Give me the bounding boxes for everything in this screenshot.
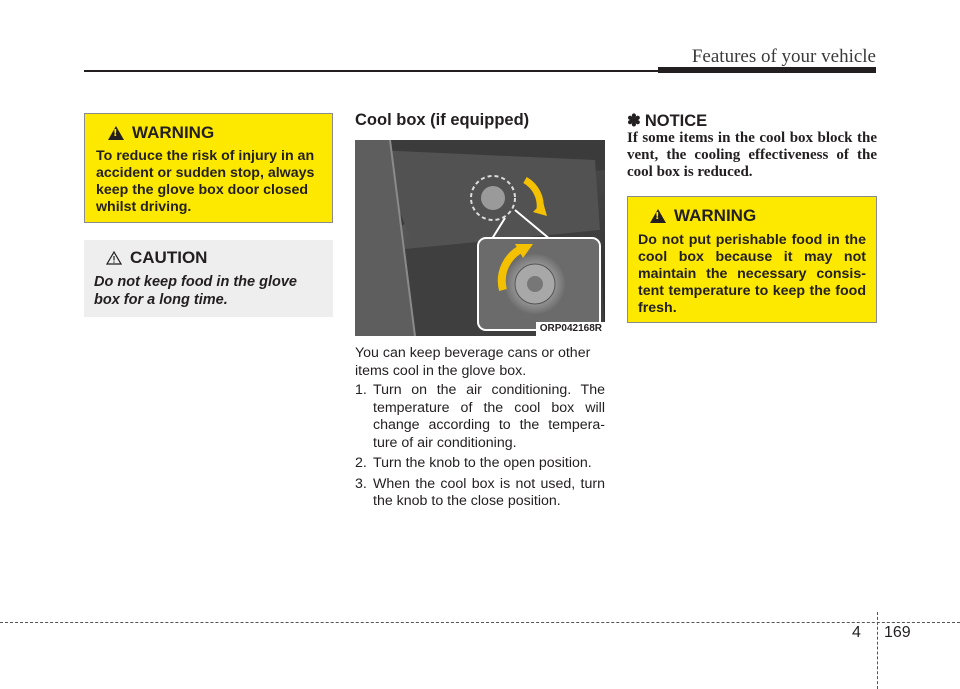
warning-title: WARNING [674, 206, 757, 225]
footer-rule [0, 622, 960, 623]
warning-triangle-icon [108, 126, 124, 140]
page-number: 169 [884, 624, 911, 641]
notice-asterisk-icon: ✽ [627, 112, 641, 130]
caution-text: Do not keep food in the glove box for a long time. [94, 274, 297, 308]
image-code: ORP042168R [536, 322, 605, 336]
intro-text: You can keep beverage cans or other items cool in the glove box. [355, 345, 591, 379]
footer-divider [877, 612, 878, 689]
warning-text: Do not put perishable food in the cool box because it may not maintain the necessary consis-tent temperature to keep the food fresh. [638, 232, 866, 316]
steps-list [355, 382, 605, 511]
section-title: Cool box (if equipped) [355, 111, 530, 129]
caution-title: CAUTION [130, 248, 208, 267]
warning-title: WARNING [132, 123, 215, 142]
notice-text: If some items in the cool box block the vent, the cooling effectiveness of the cool box is reduced. [627, 130, 877, 180]
header-rule [84, 70, 658, 72]
notice-title: ✽ NOTICE [627, 111, 708, 130]
list-item: 3. When the cool box is not used, turn the knob to the close position. [355, 475, 605, 509]
list-item: 1. Turn on the air conditioning. The temperature of the cool box will change according to the tempera-ture of air conditioning. [355, 382, 605, 451]
warning-triangle-icon [650, 209, 666, 223]
caution-box [84, 240, 333, 317]
warning-text: To reduce the risk of injury in an accident or sudden stop, always keep the glove box door closed whilst driving. [96, 148, 315, 215]
caution-triangle-icon [106, 251, 122, 265]
cool-box-photo [355, 140, 605, 336]
running-header: Features of your vehicle [691, 46, 876, 67]
chapter-number: 4 [852, 624, 861, 641]
list-item: 2. Turn the knob to the open position. [355, 455, 592, 471]
warning-box-coolbox [627, 196, 877, 323]
warning-box-glovebox [84, 113, 333, 223]
header-rule-thick [658, 67, 876, 73]
cool-box-illustration [355, 140, 605, 336]
